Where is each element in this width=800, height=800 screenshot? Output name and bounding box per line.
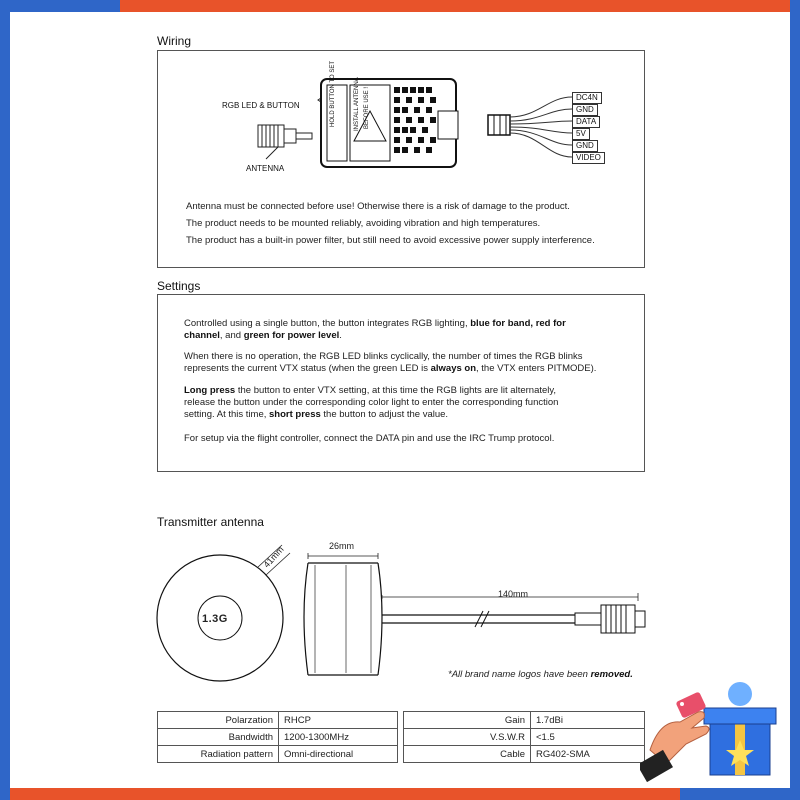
settings-text: represents the current VTX status (when the green LED is bbox=[184, 363, 428, 374]
board-text-install: INSTALL ANTENNA bbox=[354, 77, 360, 131]
settings-paragraph-2 bbox=[184, 351, 624, 375]
wiring-title: Wiring bbox=[157, 34, 192, 48]
hand-icon bbox=[640, 712, 709, 783]
wire-bundle bbox=[510, 97, 572, 157]
spec-key: Bandwidth bbox=[158, 729, 279, 746]
settings-emphasis: blue for band, red for bbox=[470, 318, 566, 329]
antenna-title: Transmitter antenna bbox=[157, 515, 264, 529]
wire-label-dc4n: DC4N bbox=[572, 92, 602, 104]
settings-paragraph-1 bbox=[184, 318, 624, 342]
settings-emphasis: short press bbox=[269, 409, 321, 420]
settings-text: When there is no operation, the RGB LED blinks cyclically, the number of times the RGB blinks bbox=[184, 351, 583, 362]
spec-key: Gain bbox=[404, 712, 531, 729]
settings-text: Controlled using a single button, the button integrates RGB lighting, bbox=[184, 318, 468, 329]
spec-table-left bbox=[157, 711, 398, 763]
wire-connector-icon bbox=[488, 115, 510, 135]
settings-paragraph-3 bbox=[184, 385, 624, 421]
wire-label-data: DATA bbox=[572, 116, 600, 128]
antenna-logo-text: 1.3G bbox=[202, 613, 228, 625]
table-row bbox=[158, 712, 398, 729]
rgb-led-button-label: RGB LED & BUTTON bbox=[222, 101, 300, 110]
logos-removed-note bbox=[448, 669, 633, 680]
spec-value: <1.5 bbox=[531, 729, 645, 746]
wiring-note-1: Antenna must be connected before use! Otherwise there is a risk of damage to the product. bbox=[186, 201, 570, 212]
dimension-width: 26mm bbox=[329, 541, 355, 551]
spec-key: Polarzation bbox=[158, 712, 279, 729]
settings-text: . bbox=[339, 330, 342, 341]
frame-top-border bbox=[0, 0, 800, 12]
table-row bbox=[404, 746, 645, 763]
removed-note-emphasis: removed. bbox=[590, 669, 633, 680]
wire-label-gnd: GND bbox=[572, 104, 598, 116]
wire-label-video: VIDEO bbox=[572, 152, 605, 164]
settings-text: the button to enter VTX setting, at this time the RGB lights are lit alternately, bbox=[237, 385, 557, 396]
antenna-connector-icon bbox=[258, 125, 312, 159]
table-row bbox=[158, 746, 398, 763]
antenna-label: ANTENNA bbox=[246, 164, 285, 173]
settings-emphasis: always on bbox=[430, 363, 477, 374]
wiring-note-2: The product needs to be mounted reliably, avoiding vibration and high temperatures. bbox=[186, 218, 541, 229]
settings-text: release the button under the corresponding color light to enter the corresponding function bbox=[184, 397, 559, 408]
settings-emphasis: green for power level bbox=[243, 330, 340, 341]
settings-text: setting. At this time, bbox=[184, 409, 267, 420]
sma-connector-icon bbox=[575, 605, 645, 633]
dimension-diameter: 41mm bbox=[261, 544, 286, 570]
frame-right-border bbox=[790, 0, 800, 800]
settings-emphasis: Long press bbox=[184, 385, 236, 396]
settings-emphasis: channel bbox=[184, 330, 220, 341]
wiring-note-3: The product has a built-in power filter, but still need to avoid excessive power supply interference. bbox=[186, 235, 595, 246]
antenna-side-view bbox=[304, 553, 382, 675]
spec-key: V.S.W.R bbox=[404, 729, 531, 746]
vtx-board bbox=[321, 79, 458, 167]
spec-table-right bbox=[403, 711, 645, 763]
board-text-hold: HOLD BUTTON TO SET bbox=[330, 60, 336, 127]
spec-key: Cable bbox=[404, 746, 531, 763]
board-text-before: BEFORE USE ! bbox=[364, 86, 370, 129]
removed-note-text: *All brand name logos have been bbox=[448, 669, 588, 680]
frame-left-border bbox=[0, 0, 10, 800]
spec-value: 1200-1300MHz bbox=[279, 729, 398, 746]
dimension-cable: 140mm bbox=[498, 589, 529, 599]
wire-label-5v: 5V bbox=[572, 128, 590, 140]
spec-value: Omni-directional bbox=[279, 746, 398, 763]
table-row bbox=[404, 729, 645, 746]
spec-key: Radiation pattern bbox=[158, 746, 279, 763]
settings-paragraph-4: For setup via the flight controller, connect the DATA pin and use the IRC Trump protocol. bbox=[184, 433, 555, 444]
spec-value: RG402-SMA bbox=[531, 746, 645, 763]
frame-corner-accent bbox=[0, 0, 120, 12]
gift-promo-graphic bbox=[640, 660, 790, 790]
table-row bbox=[404, 712, 645, 729]
settings-text: , the VTX enters PITMODE). bbox=[476, 363, 597, 374]
wire-label-gnd-2: GND bbox=[572, 140, 598, 152]
settings-text: , and bbox=[219, 330, 242, 341]
settings-title: Settings bbox=[157, 279, 201, 293]
table-row bbox=[158, 729, 398, 746]
gift-box-icon bbox=[704, 682, 776, 775]
spec-value: 1.7dBi bbox=[531, 712, 645, 729]
settings-text: the button to adjust the value. bbox=[323, 409, 449, 420]
spec-value: RHCP bbox=[279, 712, 398, 729]
